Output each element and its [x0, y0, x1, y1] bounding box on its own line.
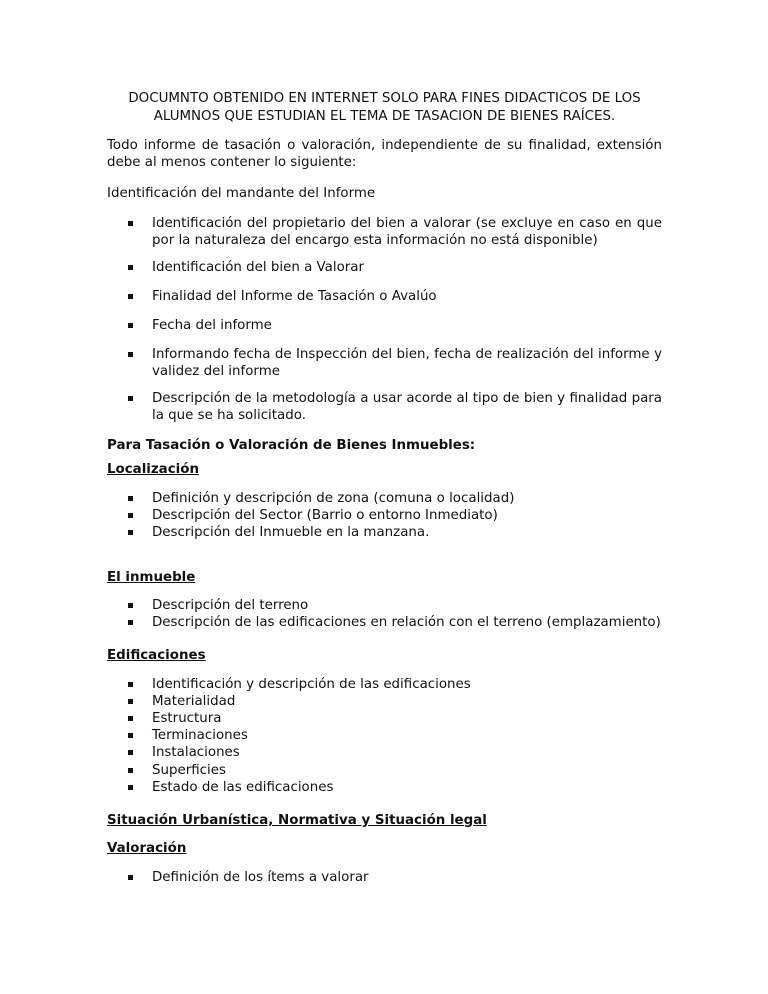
square-bullet-icon — [128, 294, 133, 299]
list-item: Descripción del Sector (Barrio o entorno Inmediato) — [107, 507, 662, 524]
square-bullet-icon — [128, 496, 133, 501]
square-bullet-icon — [128, 221, 133, 226]
square-bullet-icon — [128, 733, 133, 738]
square-bullet-icon — [128, 352, 133, 357]
list-item: Identificación del propietario del bien a valorar (se excluye en caso en que por la naturaleza del encargo esta información no está disponible) — [107, 215, 662, 249]
list-item: Descripción del terreno — [107, 597, 662, 614]
list-item: Definición y descripción de zona (comuna o localidad) — [107, 490, 662, 507]
list-item: Definición de los ítems a valorar — [107, 869, 662, 886]
mandante-line: Identificación del mandante del Informe — [107, 186, 376, 201]
square-bullet-icon — [128, 750, 133, 755]
square-bullet-icon — [128, 699, 133, 704]
square-bullet-icon — [128, 396, 133, 401]
list-item: Terminaciones — [107, 727, 662, 744]
inmuebles-heading: Para Tasación o Valoración de Bienes Inmuebles: — [107, 438, 476, 453]
list-item: Finalidad del Informe de Tasación o Avalúo — [107, 288, 662, 305]
square-bullet-icon — [128, 323, 133, 328]
square-bullet-icon — [128, 265, 133, 270]
list-item: Estructura — [107, 710, 662, 727]
title-line-2: ALUMNOS QUE ESTUDIAN EL TEMA DE TASACION DE BIENES RAÍCES. — [153, 109, 616, 124]
localizacion-heading: Localización — [107, 462, 199, 477]
square-bullet-icon — [128, 513, 133, 518]
edificaciones-heading: Edificaciones — [107, 648, 206, 663]
list-item: Materialidad — [107, 693, 662, 710]
list-item: Fecha del informe — [107, 317, 662, 334]
list-item: Identificación del bien a Valorar — [107, 259, 662, 276]
square-bullet-icon — [128, 620, 133, 625]
inmueble-heading: El inmueble — [107, 570, 196, 585]
list-item: Descripción del Inmueble en la manzana. — [107, 524, 662, 541]
situacion-heading: Situación Urbanística, Normativa y Situación legal — [107, 813, 487, 828]
square-bullet-icon — [128, 875, 133, 880]
list-item: Informando fecha de Inspección del bien, fecha de realización del informe y validez del informe — [107, 346, 662, 380]
list-item: Identificación y descripción de las edificaciones — [107, 676, 662, 693]
list-item: Descripción de la metodología a usar acorde al tipo de bien y finalidad para la que se ha solicitado. — [107, 390, 662, 424]
valoracion-heading: Valoración — [107, 841, 187, 856]
list-item: Estado de las edificaciones — [107, 779, 662, 796]
square-bullet-icon — [128, 530, 133, 535]
title-line-1: DOCUMNTO OBTENIDO EN INTERNET SOLO PARA FINES DIDACTICOS DE LOS — [128, 91, 641, 106]
intro-paragraph: Todo informe de tasación o valoración, independiente de su finalidad, extensión debe al menos contener lo siguiente: — [107, 138, 662, 170]
square-bullet-icon — [128, 603, 133, 608]
square-bullet-icon — [128, 682, 133, 687]
list-item: Instalaciones — [107, 744, 662, 761]
document-title — [107, 90, 662, 126]
square-bullet-icon — [128, 785, 133, 790]
square-bullet-icon — [128, 768, 133, 773]
list-item: Superficies — [107, 762, 662, 779]
list-item: Descripción de las edificaciones en relación con el terreno (emplazamiento) — [107, 614, 682, 631]
square-bullet-icon — [128, 716, 133, 721]
